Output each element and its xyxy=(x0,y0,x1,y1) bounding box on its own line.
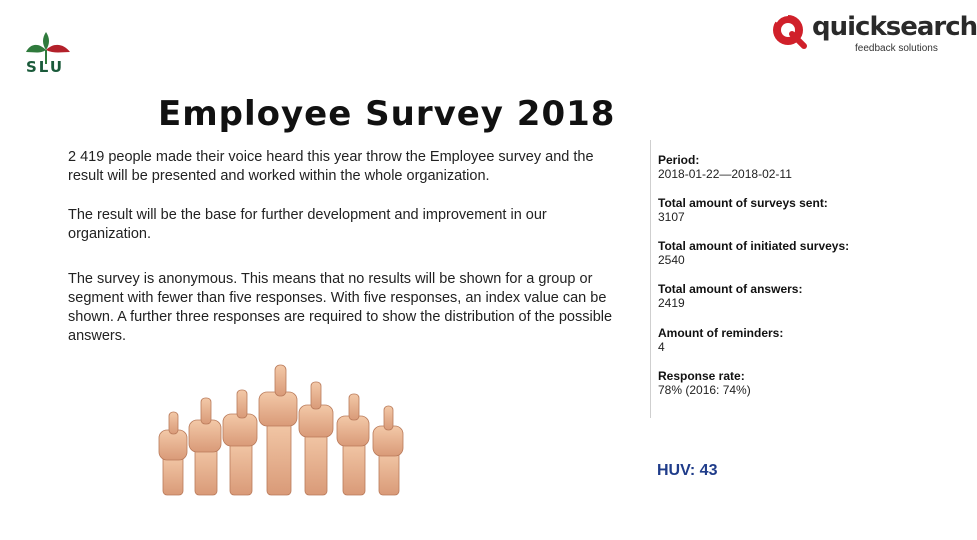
stat-value: 2018-01-22—2018-02-11 xyxy=(658,167,792,181)
stat-label: Total amount of answers: xyxy=(658,282,803,296)
stat-value: 4 xyxy=(658,340,665,354)
stat-answers xyxy=(658,282,802,310)
stat-period xyxy=(658,153,792,181)
stat-value: 3107 xyxy=(658,210,685,224)
stat-label: Response rate: xyxy=(658,369,745,383)
stat-surveys-sent xyxy=(658,196,828,224)
anonymity-paragraph: The survey is anonymous. This means that no results will be shown for a group or segment with fewer than five responses. With five responses, an index value can be shown. A further three responses are required to show the distribution of the possible answers. xyxy=(68,271,613,344)
stat-reminders xyxy=(658,326,783,354)
stat-initiated-surveys xyxy=(658,239,849,267)
stat-label: Period: xyxy=(658,153,700,167)
result-paragraph: The result will be the base for further development and improvement in our organization. xyxy=(68,207,547,242)
quicksearch-q-icon xyxy=(770,12,810,52)
thumbs-up-hands-icon xyxy=(155,360,410,495)
quicksearch-logo-tagline: feedback solutions xyxy=(855,43,938,54)
stats-divider xyxy=(650,140,651,418)
stat-value: 2419 xyxy=(658,296,685,310)
quicksearch-logo-name: quicksearch xyxy=(812,12,977,42)
stat-label: Total amount of surveys sent: xyxy=(658,196,828,210)
intro-paragraph: 2 419 people made their voice heard this year throw the Employee survey and the result will be presented and worked within the whole organization. xyxy=(68,149,594,184)
slu-logo-text: SLU xyxy=(26,58,65,76)
huv-score: HUV: 43 xyxy=(657,462,718,479)
stat-value: 2540 xyxy=(658,253,685,267)
stat-label: Amount of reminders: xyxy=(658,326,784,340)
stat-label: Total amount of initiated surveys: xyxy=(658,239,850,253)
page-title: Employee Survey 2018 xyxy=(158,94,616,134)
stat-response-rate xyxy=(658,369,751,397)
stat-value: 78% (2016: 74%) xyxy=(658,383,751,397)
